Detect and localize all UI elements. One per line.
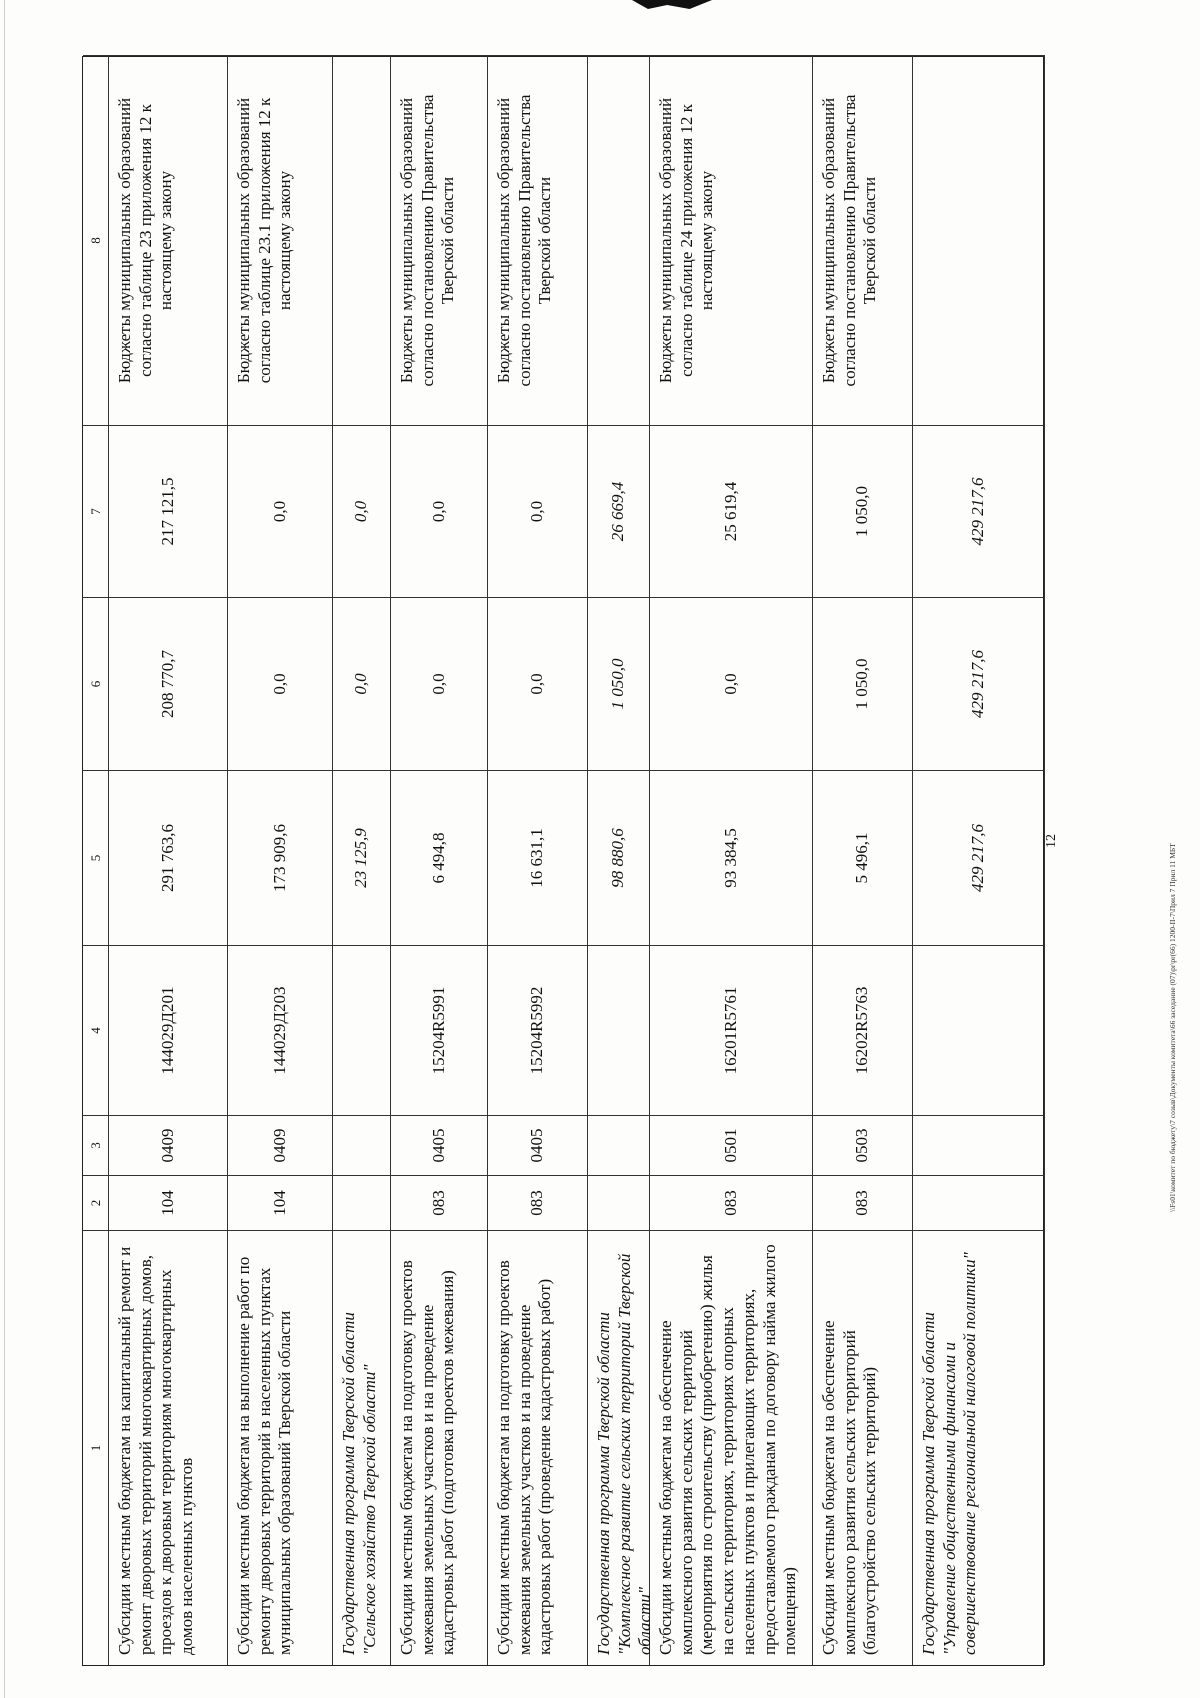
table-cell-r6-c3 xyxy=(588,1115,650,1175)
table-cell-r8-c8: Бюджеты муниципальных образований согласно постановлению Правительства Тверской области xyxy=(813,55,913,425)
table-cell-r5-c6: 0,0 xyxy=(488,597,588,770)
table-cell-r9-c2 xyxy=(913,1175,1045,1230)
table-cell-r2-c7: 0,0 xyxy=(228,425,333,597)
table-cell-r6-c1: Государственная программа Тверской области "Комплексное развитие сельских территорий Тверской области" xyxy=(588,1230,650,1665)
table-cell-r6-c8 xyxy=(588,55,650,425)
table-cell-r5-c4: 15204R5992 xyxy=(488,945,588,1115)
table-cell-r5-c5: 16 631,1 xyxy=(488,770,588,945)
table-cell-r9-c7: 429 217,6 xyxy=(913,425,1045,597)
column-header-1: 1 xyxy=(83,1230,109,1665)
table-cell-r7-c4: 16201R5761 xyxy=(650,945,813,1115)
table-cell-r4-c6: 0,0 xyxy=(391,597,488,770)
table-cell-r9-c6: 429 217,6 xyxy=(913,597,1045,770)
column-header-8: 8 xyxy=(83,55,109,425)
table-cell-r3-c7: 0,0 xyxy=(333,425,391,597)
table-cell-r9-c8 xyxy=(913,55,1045,425)
table-cell-r7-c8: Бюджеты муниципальных образований согласно таблице 24 приложения 12 к настоящему закону xyxy=(650,55,813,425)
scan-mark xyxy=(632,0,712,9)
column-header-2: 2 xyxy=(83,1175,109,1230)
table-cell-r5-c2: 083 xyxy=(488,1175,588,1230)
table-cell-r3-c1: Государственная программа Тверской области "Сельское хозяйство Тверской области" xyxy=(333,1230,391,1665)
table-cell-r9-c4 xyxy=(913,945,1045,1115)
table-cell-r4-c8: Бюджеты муниципальных образований согласно постановлению Правительства Тверской области xyxy=(391,55,488,425)
table-cell-r2-c1: Субсидии местным бюджетам на выполнение работ по ремонту дворовых территорий в населенных пунктах муниципальных образований Тверской области xyxy=(228,1230,333,1665)
table-cell-r2-c6: 0,0 xyxy=(228,597,333,770)
table-cell-r6-c2 xyxy=(588,1175,650,1230)
table-cell-r1-c6: 208 770,7 xyxy=(109,597,228,770)
table-cell-r9-c3 xyxy=(913,1115,1045,1175)
table-cell-r7-c3: 0501 xyxy=(650,1115,813,1175)
table-cell-r4-c4: 15204R5991 xyxy=(391,945,488,1115)
table-cell-r9-c5: 429 217,6 xyxy=(913,770,1045,945)
table-cell-r2-c8: Бюджеты муниципальных образований согласно таблице 23.1 приложения 12 к настоящему закону xyxy=(228,55,333,425)
file-path-footer: \\Fs01\комитет по бюджету\7 созыв\Документы комитета\66 заседание (07)\pr\рr(66) 1200-II-7\Прил 7 Прил 11 МБТ xyxy=(1168,843,1177,1212)
column-header-6: 6 xyxy=(83,597,109,770)
table-cell-r8-c4: 16202R5763 xyxy=(813,945,913,1115)
table-cell-r5-c1: Субсидии местным бюджетам на подготовку проектов межевания земельных участков и на проведение кадастровых работ (проведение кадастровых работ) xyxy=(488,1230,588,1665)
table-cell-r7-c2: 083 xyxy=(650,1175,813,1230)
table-cell-r6-c7: 26 669,4 xyxy=(588,425,650,597)
page-edge xyxy=(4,0,5,1698)
column-header-3: 3 xyxy=(83,1115,109,1175)
column-header-5: 5 xyxy=(83,770,109,945)
table-cell-r9-c1: Государственная программа Тверской области "Управление общественными финансами и совершенствование региональной налоговой политики" xyxy=(913,1230,1045,1665)
table-cell-r7-c7: 25 619,4 xyxy=(650,425,813,597)
table-cell-r3-c3 xyxy=(333,1115,391,1175)
table-cell-r7-c1: Субсидии местным бюджетам на обеспечение комплексного развития сельских территорий (мероприятия по строительству (приобретению) жилья на сельских территориях, территориях опорных населенных пунктов и прилегающих территориях, предоставляемого гражданам по договору найма жилого помещения) xyxy=(650,1230,813,1665)
table-cell-r1-c7: 217 121,5 xyxy=(109,425,228,597)
table-cell-r3-c4 xyxy=(333,945,391,1115)
table-cell-r8-c6: 1 050,0 xyxy=(813,597,913,770)
table-cell-r8-c7: 1 050,0 xyxy=(813,425,913,597)
table-cell-r2-c5: 173 909,6 xyxy=(228,770,333,945)
table-cell-r1-c8: Бюджеты муниципальных образований согласно таблице 23 приложения 12 к настоящему закону xyxy=(109,55,228,425)
table-cell-r4-c5: 6 494,8 xyxy=(391,770,488,945)
table-cell-r1-c1: Субсидии местным бюджетам на капитальный ремонт и ремонт дворовых территорий многоквартирных домов, проездов к дворовым территориям многоквартирных домов населенных пунктов xyxy=(109,1230,228,1665)
table-cell-r4-c1: Субсидии местным бюджетам на подготовку проектов межевания земельных участков и на проведение кадастровых работ (подготовка проектов межевания) xyxy=(391,1230,488,1665)
table-cell-r3-c2 xyxy=(333,1175,391,1230)
table-cell-r1-c2: 104 xyxy=(109,1175,228,1230)
table-cell-r3-c5: 23 125,9 xyxy=(333,770,391,945)
table-cell-r2-c3: 0409 xyxy=(228,1115,333,1175)
budget-table xyxy=(82,56,1044,1666)
table-cell-r3-c6: 0,0 xyxy=(333,597,391,770)
table-cell-r4-c3: 0405 xyxy=(391,1115,488,1175)
table-cell-r4-c7: 0,0 xyxy=(391,425,488,597)
table-cell-r1-c4: 144029Д201 xyxy=(109,945,228,1115)
column-header-4: 4 xyxy=(83,945,109,1115)
table-cell-r7-c6: 0,0 xyxy=(650,597,813,770)
table-cell-r6-c5: 98 880,6 xyxy=(588,770,650,945)
table-cell-r8-c1: Субсидии местным бюджетам на обеспечение комплексного развития сельских территорий (благоустройство сельских территорий) xyxy=(813,1230,913,1665)
table-cell-r8-c2: 083 xyxy=(813,1175,913,1230)
table-cell-r6-c6: 1 050,0 xyxy=(588,597,650,770)
table-cell-r2-c2: 104 xyxy=(228,1175,333,1230)
table-cell-r6-c4 xyxy=(588,945,650,1115)
table-cell-r3-c8 xyxy=(333,55,391,425)
page-number: 12 xyxy=(1044,834,1059,848)
table-cell-r8-c5: 5 496,1 xyxy=(813,770,913,945)
table-cell-r5-c7: 0,0 xyxy=(488,425,588,597)
column-header-7: 7 xyxy=(83,425,109,597)
table-cell-r7-c5: 93 384,5 xyxy=(650,770,813,945)
table-cell-r2-c4: 144029Д203 xyxy=(228,945,333,1115)
table-cell-r5-c3: 0405 xyxy=(488,1115,588,1175)
table-cell-r1-c5: 291 763,6 xyxy=(109,770,228,945)
table-cell-r8-c3: 0503 xyxy=(813,1115,913,1175)
rotated-page xyxy=(24,18,1200,1698)
table-cell-r4-c2: 083 xyxy=(391,1175,488,1230)
table-cell-r5-c8: Бюджеты муниципальных образований согласно постановлению Правительства Тверской области xyxy=(488,55,588,425)
table-cell-r1-c3: 0409 xyxy=(109,1115,228,1175)
